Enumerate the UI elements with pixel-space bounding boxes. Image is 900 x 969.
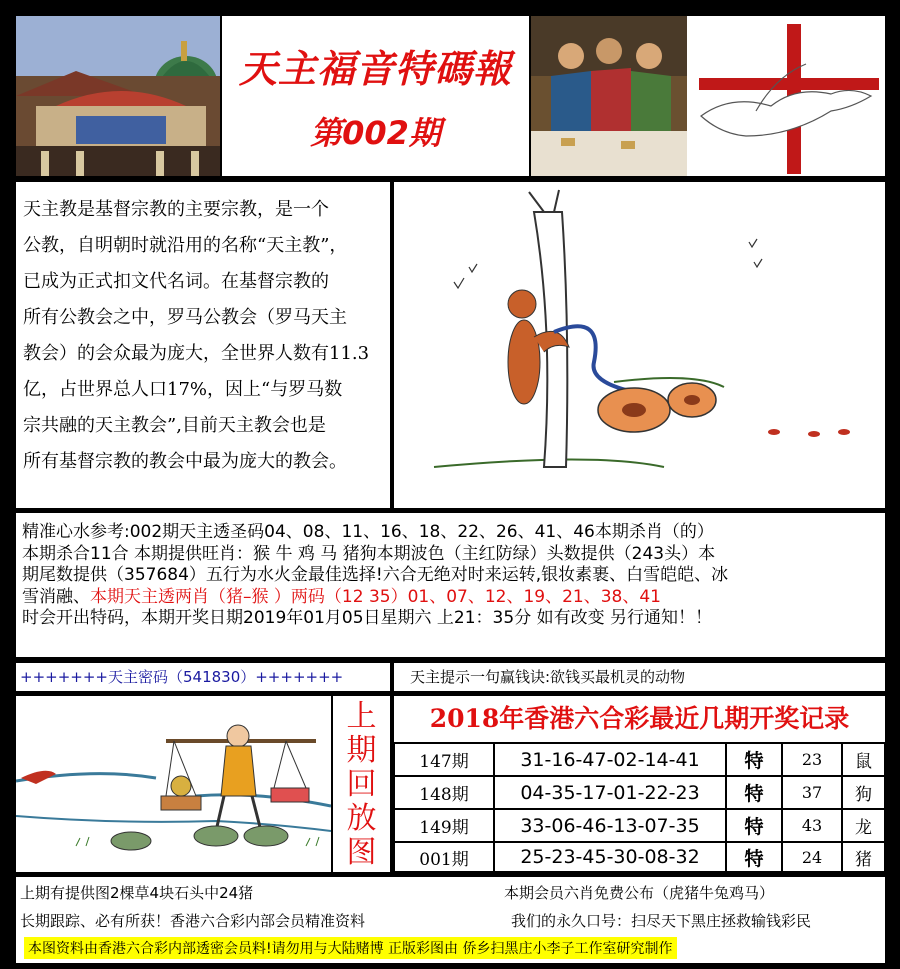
intro-line: 所有基督宗教的教会中最为庞大的教会。 — [23, 451, 347, 472]
header-left-photo — [16, 16, 220, 176]
intro-panel — [16, 182, 390, 508]
replay-char: 图 — [346, 835, 377, 870]
replay-char: 上 — [346, 699, 377, 734]
info-line — [22, 587, 885, 609]
info-text: 雪消融、 — [22, 586, 90, 607]
intro-line: 天主教是基督宗教的主要宗教，是一个 — [23, 199, 329, 220]
special-label-cell: 特 — [726, 842, 782, 872]
intro-line: 已成为正式扣文代名词。在基督宗教的 — [23, 271, 329, 292]
special-label-cell: 特 — [726, 743, 782, 776]
replay-char: 放 — [346, 801, 377, 836]
tip-text: 天主提示一句赢钱诀:欲钱买最机灵的动物 — [410, 668, 686, 686]
special-number-cell: 24 — [782, 842, 842, 872]
secret-code-box — [16, 663, 390, 691]
header-right-photo — [531, 16, 885, 176]
highlight-text: 本期天主透两肖（猪–猴 ）两码（12 35）01、07、12、19、21、38、41 — [90, 586, 661, 607]
footer-text: 本期会员六肖免费公布（虎猪牛兔鸡马） — [504, 884, 775, 902]
info-line: 精准心水参考:002期天主透圣码04、08、11、16、18、22、26、41、46本期杀肖（的） — [22, 522, 714, 542]
record-title: 2018年香港六合彩最近几期开奖记录 — [429, 704, 850, 733]
info-line: 期尾数提供（357684）五行为水火金最佳选择!六合无绝对时来运转,银妆素裹、白雪皑皑、冰 — [22, 565, 729, 585]
intro-line: 公教，自明朝时就沿用的名称“天主教”， — [23, 235, 348, 256]
info-panel — [16, 513, 885, 657]
intro-line: 所有公教会之中，罗马公教会（罗马天主 — [23, 307, 347, 328]
numbers-cell: 33-06-46-13-07-35 — [494, 809, 726, 842]
porter-image — [16, 696, 331, 872]
record-title-box — [394, 696, 885, 742]
numbers-cell: 04-35-17-01-22-23 — [494, 776, 726, 809]
replay-label-box — [333, 696, 390, 872]
zodiac-cell: 龙 — [842, 809, 885, 842]
special-label-cell: 特 — [726, 809, 782, 842]
period-cell: 149期 — [394, 809, 494, 842]
footer-panel — [16, 877, 885, 963]
zodiac-cell: 猪 — [842, 842, 885, 872]
footer-text: 上期有提供图2棵草4块石头中24猪 — [20, 884, 254, 902]
issue-number: 第002期 — [310, 114, 441, 152]
cathedral-image — [16, 16, 220, 176]
page-title: 天主福音特碼報 — [238, 47, 512, 91]
special-number-cell: 23 — [782, 743, 842, 776]
numbers-cell: 31-16-47-02-14-41 — [494, 743, 726, 776]
zodiac-cell: 狗 — [842, 776, 885, 809]
header-title-box — [222, 16, 529, 176]
monkey-tree-illustration — [394, 182, 885, 508]
replay-char: 期 — [346, 733, 377, 768]
monkey-tree-image — [394, 182, 885, 508]
intro-line: 宗共融的天主教会”,目前天主教会也是 — [23, 415, 326, 436]
last-supper-image — [531, 16, 885, 176]
footer-text: 长期跟踪、必有所获！香港六合彩内部会员精准资料 — [20, 912, 366, 930]
period-cell: 148期 — [394, 776, 494, 809]
info-line: 本期杀合11合 本期提供旺肖：猴 牛 鸡 马 猪狗本期波色（主红防绿）头数提供（243头）本 — [22, 543, 716, 564]
numbers-cell: 25-23-45-30-08-32 — [494, 842, 726, 872]
zodiac-cell: 鼠 — [842, 743, 885, 776]
special-number-cell: 43 — [782, 809, 842, 842]
intro-line: 亿，占世界总人口17%，因上“与罗马数 — [23, 379, 343, 400]
porter-illustration — [16, 696, 331, 872]
tip-box — [394, 663, 885, 691]
special-number-cell: 37 — [782, 776, 842, 809]
footer-text: 我们的永久口号：扫尽天下黑庄拯救输钱彩民 — [511, 912, 812, 930]
intro-line: 教会）的会众最为庞大，全世界人数有11.3 — [23, 343, 370, 364]
footer-highlight: 本图资料由香港六合彩内部透密会员料!请勿用与大陆赌博 正版彩图由 侨乡扫黑庄小李子工作室研究制作 — [24, 937, 677, 959]
replay-char: 回 — [346, 767, 377, 802]
period-cell: 001期 — [394, 842, 494, 872]
info-line: 时会开出特码，本期开奖日期2019年01月05日星期六 上21：35分 如有改变 另行通知！！ — [22, 608, 713, 628]
period-cell: 147期 — [394, 743, 494, 776]
secret-code: +++++++天主密码（541830）+++++++ — [20, 668, 344, 686]
special-label-cell: 特 — [726, 776, 782, 809]
